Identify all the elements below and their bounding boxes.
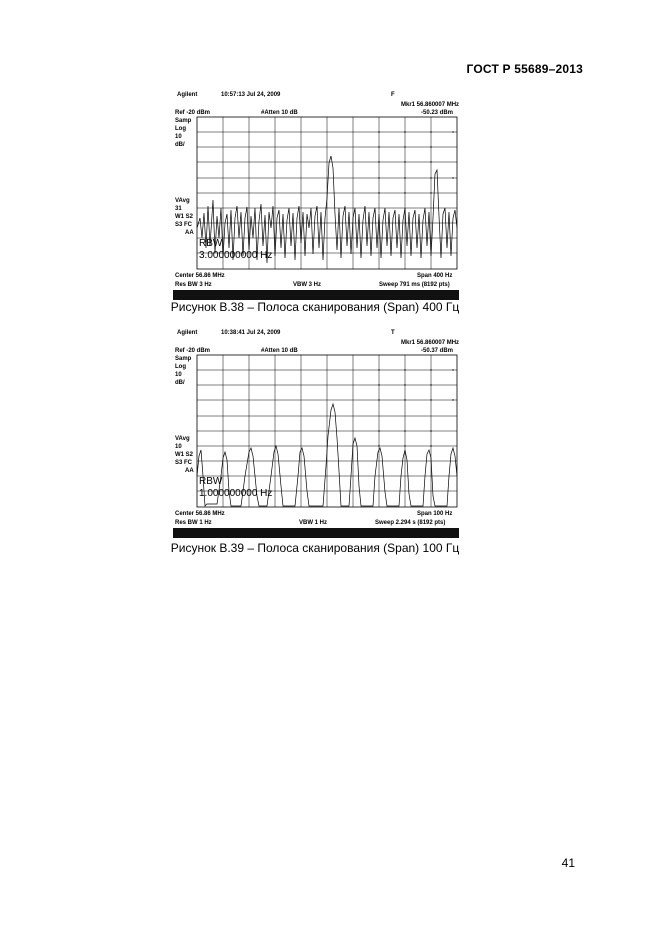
sweep-time: Sweep 2.294 s (8192 pts)	[375, 520, 446, 526]
trace-dotted-reference	[378, 369, 453, 446]
rbw-label: RBW	[199, 238, 223, 249]
timestamp-label: 10:38:41 Jul 24, 2009	[221, 330, 281, 336]
figure-caption-1: Рисунок В.38 – Полоса сканирования (Span) 400 Гц	[170, 300, 460, 314]
attenuation: #Atten 10 dB	[261, 348, 298, 354]
spectrum-screenshot-span-400	[173, 88, 459, 302]
span-value: Span 400 Hz	[417, 273, 453, 279]
left-label-8: S3 FC	[175, 460, 193, 466]
trace-flag: T	[391, 330, 395, 336]
ref-level: Ref -20 dBm	[175, 348, 211, 354]
left-label-9: AA	[185, 468, 194, 474]
left-label-3: 10	[175, 134, 182, 140]
left-label-5: VAvg	[175, 198, 190, 204]
left-label-1: Samp	[175, 118, 192, 124]
marker-level: -50.37 dBm	[421, 348, 454, 354]
center-frequency: Center 56.86 MHz	[175, 273, 225, 279]
left-label-3: 10	[175, 372, 182, 378]
marker-level: -50.23 dBm	[421, 110, 454, 116]
page-number: 41	[561, 856, 575, 870]
left-label-2: Log	[175, 364, 186, 370]
res-bw: Res BW 1 Hz	[175, 520, 212, 526]
left-label-6: 31	[175, 206, 182, 212]
left-label-7: W1 S2	[175, 452, 194, 458]
marker-frequency: Mkr1 56.860007 MHz	[401, 340, 459, 346]
figure-caption-2: Рисунок В.39 – Полоса сканирования (Span) 100 Гц	[170, 541, 460, 555]
sweep-time: Sweep 791 ms (8192 pts)	[379, 282, 450, 288]
plot-grid	[197, 355, 457, 507]
spectrum-plot-2	[173, 326, 459, 538]
left-label-8: S3 FC	[175, 222, 193, 228]
spectrum-plot-1	[173, 88, 459, 302]
left-label-2: Log	[175, 126, 186, 132]
left-label-4: dB/	[175, 142, 185, 148]
brand-label: Agilent	[177, 330, 198, 336]
spectrum-screenshot-span-100	[173, 326, 459, 538]
rbw-value: 1.000000000 Hz	[199, 488, 273, 499]
left-label-9: AA	[185, 230, 194, 236]
brand-label: Agilent	[177, 92, 198, 98]
status-bar	[173, 528, 459, 538]
document-standard-number: ГОСТ Р 55689–2013	[466, 62, 583, 76]
attenuation: #Atten 10 dB	[261, 110, 298, 116]
left-label-5: VAvg	[175, 436, 190, 442]
span-value: Span 100 Hz	[417, 511, 453, 517]
left-label-6: 10	[175, 444, 182, 450]
res-bw: Res BW 3 Hz	[175, 282, 212, 288]
rbw-label: RBW	[199, 476, 223, 487]
rbw-value: 3.000000000 Hz	[199, 250, 273, 261]
ref-level: Ref -20 dBm	[175, 110, 211, 116]
trace-dotted-reference	[378, 131, 453, 193]
timestamp-label: 10:57:13 Jul 24, 2009	[221, 92, 281, 98]
left-label-4: dB/	[175, 380, 185, 386]
vbw: VBW 1 Hz	[299, 520, 328, 526]
left-label-7: W1 S2	[175, 214, 194, 220]
vbw: VBW 3 Hz	[293, 282, 322, 288]
status-bar	[173, 290, 459, 300]
left-label-1: Samp	[175, 356, 192, 362]
marker-frequency: Mkr1 56.860007 MHz	[401, 102, 459, 108]
center-frequency: Center 56.86 MHz	[175, 511, 225, 517]
trace-flag: F	[391, 92, 395, 98]
